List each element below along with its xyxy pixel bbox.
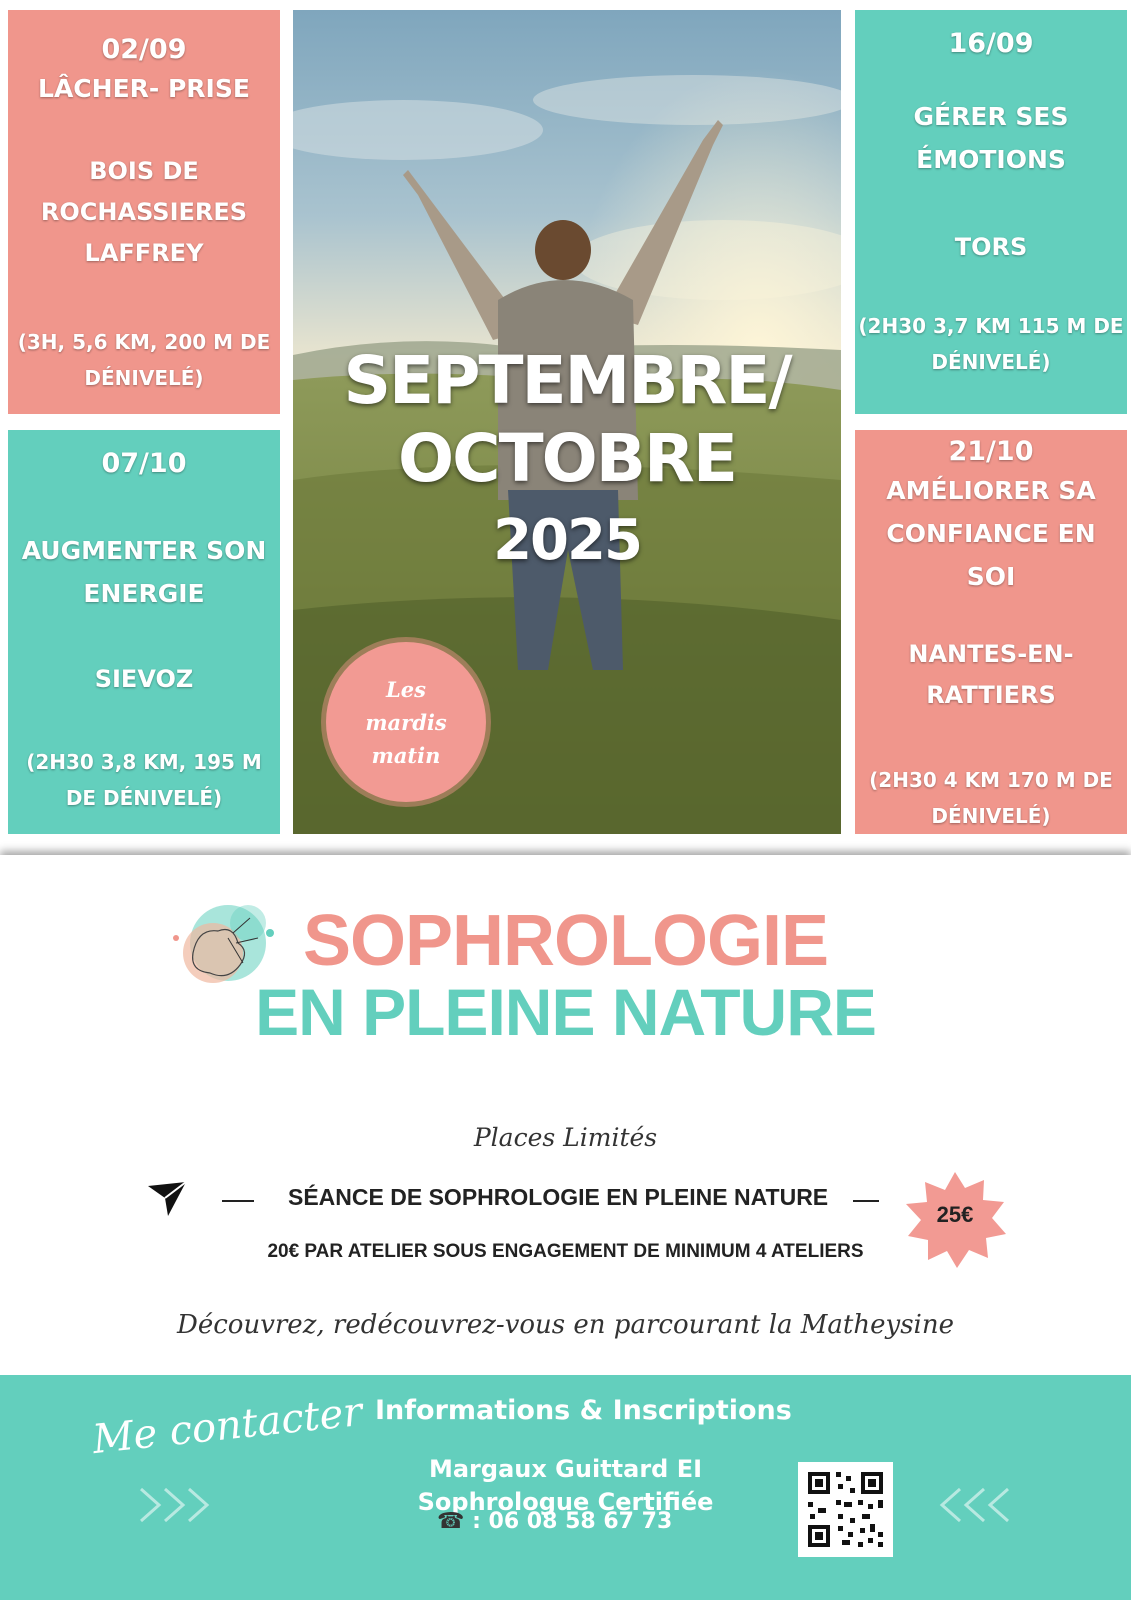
tagline: Découvrez, redécouvrez-vous en parcourant la Matheysine: [177, 1310, 954, 1340]
event-date: 16/09: [948, 28, 1034, 59]
phone-icon: ☎: [437, 1509, 465, 1534]
event-details: (3H, 5,6 KM, 200 M DE: [17, 330, 271, 354]
event-details: (2H30 3,7 KM 115 M DE: [858, 314, 1124, 338]
event-location: SIEVOZ: [94, 665, 194, 693]
stamp-text: mardis: [365, 709, 447, 735]
event-title: AUGMENTER SON: [21, 536, 267, 565]
event-title: ENERGIE: [83, 579, 205, 608]
arrows-right-icon: [135, 1483, 231, 1527]
event-title: CONFIANCE EN: [886, 519, 1096, 548]
contact-script-title: Me contacter: [90, 1388, 365, 1464]
contact-name: Margaux Guittard EI: [428, 1455, 703, 1483]
seance-label: SÉANCE DE SOPHROLOGIE EN PLEINE NATURE: [288, 1184, 829, 1210]
stamp-text: Les: [386, 676, 426, 702]
hero-title-line1: SEPTEMBRE/: [343, 342, 791, 419]
event-location: NANTES-EN-: [908, 640, 1074, 668]
event-details: (2H30 3,8 KM, 195 M: [26, 750, 262, 774]
divider: [853, 1200, 879, 1202]
event-location: ROCHASSIERES: [40, 198, 248, 226]
send-icon: [146, 1180, 190, 1220]
event-card-0209: [8, 10, 280, 414]
arrows-left-icon: [918, 1483, 1014, 1527]
event-location: LAFFREY: [84, 239, 204, 267]
main-title: SOPHROLOGIE: [302, 901, 829, 981]
contact-role: Sophrologue Certifiée: [417, 1488, 714, 1516]
event-details: DÉNIVELÉ): [84, 366, 204, 390]
event-title: SOI: [966, 562, 1016, 591]
event-details: (2H30 4 KM 170 M DE: [869, 768, 1113, 792]
phone-line[interactable]: [437, 1509, 672, 1534]
places-limited: Places Limités: [473, 1123, 658, 1152]
event-location: RATTIERS: [926, 681, 1056, 709]
event-details: DE DÉNIVELÉ): [65, 786, 223, 810]
qr-code-icon[interactable]: [798, 1462, 893, 1557]
event-location: TORS: [954, 233, 1028, 261]
seance-row: [0, 1170, 1131, 1230]
event-card-1609: [855, 10, 1127, 414]
event-title: AMÉLIORER SA: [886, 476, 1096, 505]
stamp-text: matin: [371, 742, 441, 768]
event-card-0710: [8, 430, 280, 834]
hero-title-line2: OCTOBRE: [398, 420, 736, 497]
event-title: GÉRER SES: [913, 102, 1069, 131]
event-details: DÉNIVELÉ): [931, 804, 1051, 828]
event-title: ÉMOTIONS: [916, 145, 1066, 174]
event-date: 21/10: [948, 436, 1034, 467]
event-details: DÉNIVELÉ): [931, 350, 1051, 374]
info-title: Informations & Inscriptions: [375, 1395, 792, 1426]
hero-photo: [293, 10, 841, 834]
contact-footer: [0, 1375, 1131, 1600]
phone-number: : 06 08 58 67 73: [472, 1509, 673, 1534]
engagement-text: 20€ PAR ATELIER SOUS ENGAGEMENT DE MINIMUM 4 ATELIERS: [267, 1241, 864, 1262]
divider: [222, 1200, 254, 1202]
event-title: LÂCHER- PRISE: [38, 74, 250, 103]
event-date: 07/10: [101, 448, 187, 479]
mardis-matin-stamp: [326, 642, 486, 802]
price-value: 25€: [936, 1202, 974, 1227]
event-card-2110: [855, 430, 1127, 834]
main-subtitle: EN PLEINE NATURE: [255, 975, 876, 1049]
event-date: 02/09: [101, 34, 187, 65]
hero-title-year: 2025: [493, 508, 641, 573]
event-location: BOIS DE: [89, 157, 199, 185]
